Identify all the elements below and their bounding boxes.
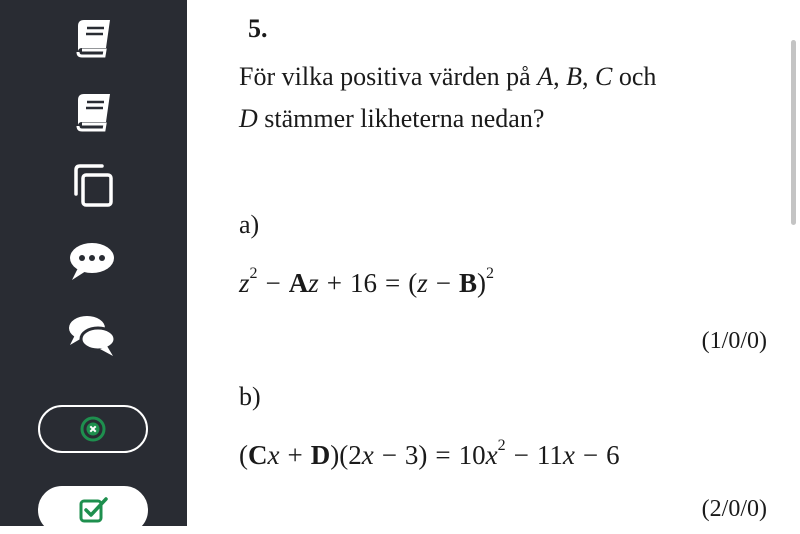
chat-dots-icon bbox=[68, 240, 116, 284]
check-square-icon bbox=[78, 496, 108, 524]
sidebar bbox=[0, 0, 187, 526]
book-icon bbox=[70, 92, 114, 132]
close-circle-icon bbox=[80, 416, 106, 442]
points-a: (1/0/0) bbox=[701, 328, 767, 354]
chat-bubbles-icon bbox=[67, 313, 117, 359]
copy-icon bbox=[68, 162, 116, 210]
equation-a: $z^2 - Az + 16 = (z - B)^2$ bbox=[239, 265, 494, 298]
equation-b: $(Cx + D)(2x - 3) = 10x^2 - 11x - 6$ bbox=[239, 437, 620, 470]
question-text: För vilka positiva värden på A, B, C och D stämmer likheterna nedan? bbox=[239, 62, 657, 133]
sidebar-item-book-2[interactable] bbox=[60, 84, 124, 140]
points-b: (2/0/0) bbox=[701, 496, 767, 522]
sidebar-item-book-1[interactable] bbox=[60, 10, 124, 66]
book-icon bbox=[70, 18, 114, 58]
question-number: 5. bbox=[248, 14, 268, 43]
scrollbar[interactable] bbox=[791, 40, 796, 225]
sidebar-item-chat-bubbles[interactable] bbox=[60, 308, 124, 364]
question-panel bbox=[187, 0, 800, 526]
part-b-label: b) bbox=[239, 382, 261, 411]
part-a-label: a) bbox=[239, 210, 260, 239]
check-button[interactable] bbox=[38, 486, 148, 534]
sidebar-item-chat-dots[interactable] bbox=[60, 234, 124, 290]
sidebar-item-copy[interactable] bbox=[60, 158, 124, 214]
close-button[interactable] bbox=[38, 405, 148, 453]
